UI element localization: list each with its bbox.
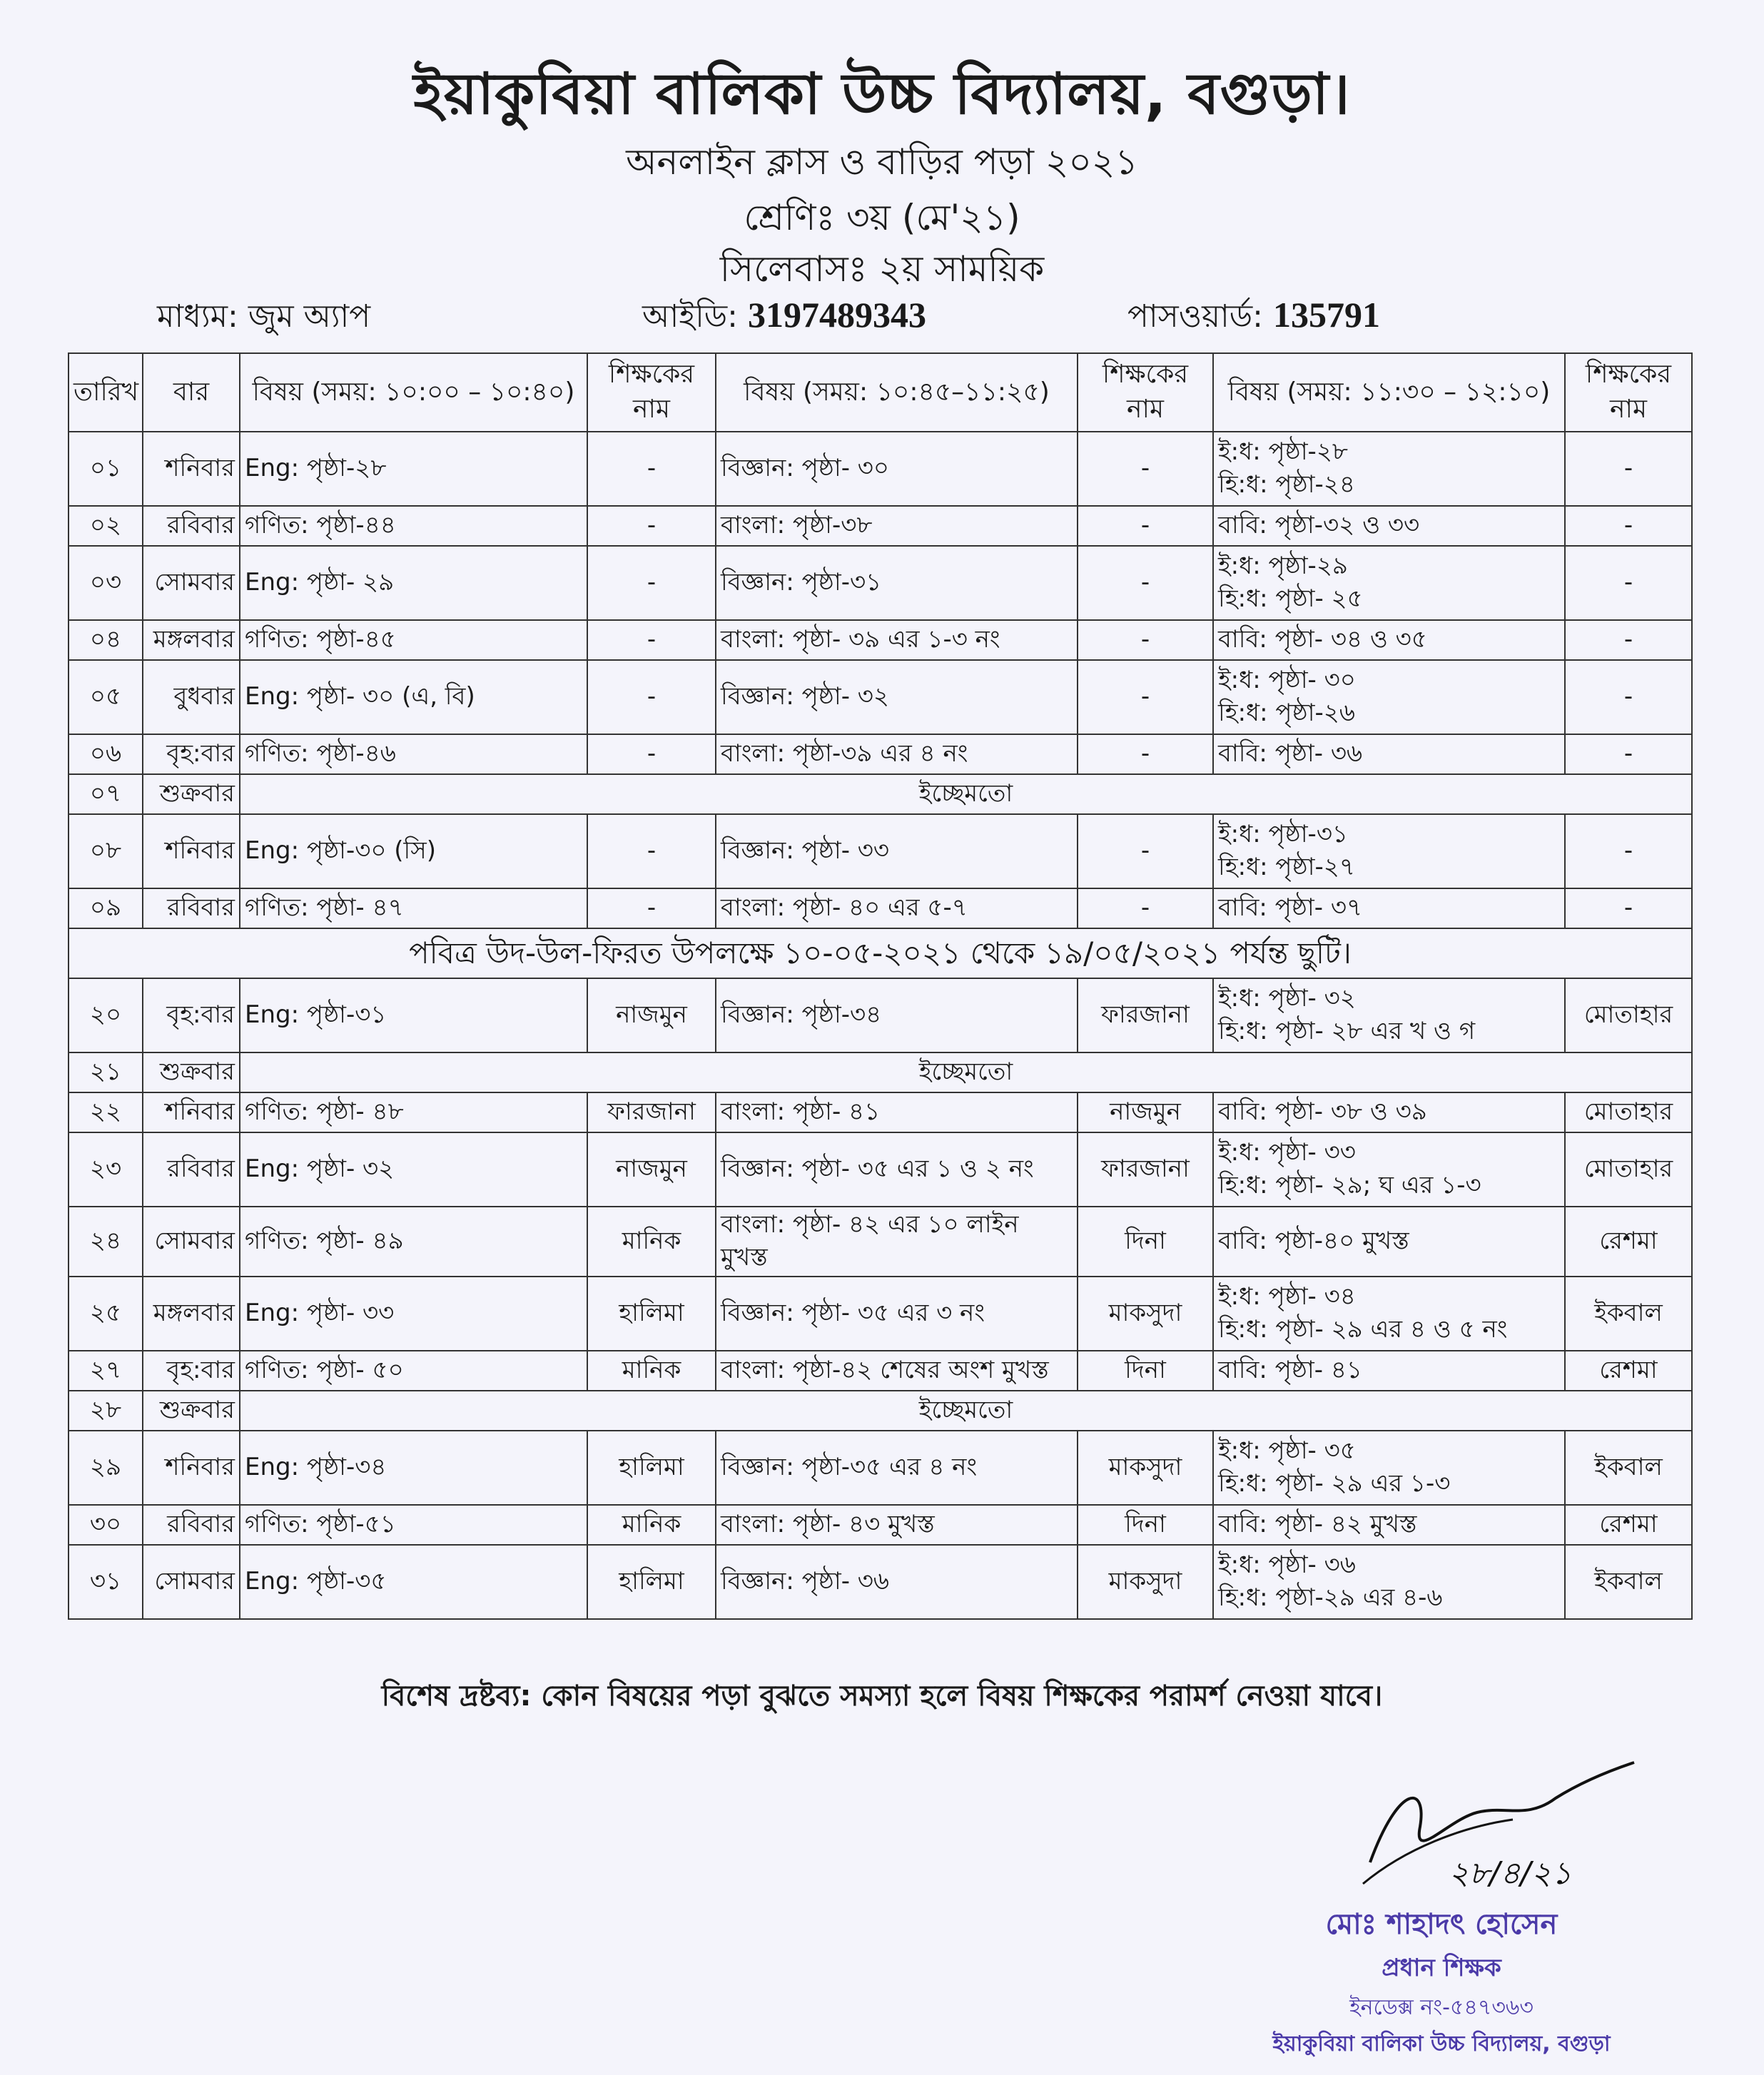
cell-subject-1: গণিত: পৃষ্ঠা- ৫০ xyxy=(240,1351,587,1391)
cell-teacher-2: - xyxy=(1078,506,1213,546)
cell-free-day: ইচ্ছেমতো xyxy=(240,1052,1692,1092)
subject-3-line-2: হি:ধ: পৃষ্ঠা-২৬ xyxy=(1218,699,1355,727)
cell-day: সোমবার xyxy=(143,1207,240,1277)
cell-subject-2: বিজ্ঞান: পৃষ্ঠা-৩১ xyxy=(716,546,1078,620)
subject-3-line-1: বাবি: পৃষ্ঠা- ৩৭ xyxy=(1218,893,1363,923)
stamp-index: ইনডেক্স নং-৫৪৭৩৬৩ xyxy=(1349,1995,1534,2020)
cell-subject-1: Eng: পৃষ্ঠা-৩৫ xyxy=(240,1545,587,1619)
cell-subject-2: বিজ্ঞান: পৃষ্ঠা- ৩৫ এর ১ ও ২ নং xyxy=(716,1132,1078,1207)
cell-teacher-1: মানিক xyxy=(587,1351,716,1391)
cell-subject-1: Eng: পৃষ্ঠা- ২৯ xyxy=(240,546,587,620)
subject-3-line-1: ই:ধ: পৃষ্ঠা- ৩৩ xyxy=(1218,1138,1356,1167)
cell-teacher-1: মানিক xyxy=(587,1505,716,1545)
cell-date: ২২ xyxy=(69,1092,143,1132)
cell-date: ০৫ xyxy=(69,660,143,734)
subject-3-line-2: হি:ধ: পৃষ্ঠা- ২৯ এর ১-৩ xyxy=(1218,1468,1451,1498)
class-line: শ্রেণিঃ ৩য় (মে'২১) xyxy=(744,197,1020,238)
cell-subject-1: Eng: পৃষ্ঠা-৩৪ xyxy=(240,1431,587,1505)
table-row xyxy=(69,928,1692,978)
cell-day: শনিবার xyxy=(143,814,240,888)
cell-teacher-2: দিনা xyxy=(1078,1351,1213,1391)
cell-teacher-1: হালিমা xyxy=(587,1545,716,1619)
cell-teacher-3: - xyxy=(1565,546,1692,620)
cell-teacher-3: মোতাহার xyxy=(1565,1132,1692,1207)
cell-teacher-3: - xyxy=(1565,814,1692,888)
cell-subject-3 xyxy=(1213,1505,1565,1545)
cell-day: শনিবার xyxy=(143,1431,240,1505)
cell-subject-3 xyxy=(1213,1431,1565,1505)
cell-teacher-1: - xyxy=(587,506,716,546)
table-row xyxy=(69,814,1692,888)
cell-date: ২৩ xyxy=(69,1132,143,1207)
cell-teacher-1: - xyxy=(587,620,716,660)
header-subject-1: বিষয় (সময়: ১০:০০ – ১০:৪০) xyxy=(240,353,587,432)
table-row xyxy=(69,1351,1692,1391)
cell-subject-1: Eng: পৃষ্ঠা-৩০ (সি) xyxy=(240,814,587,888)
cell-teacher-2: মাকসুদা xyxy=(1078,1277,1213,1351)
cell-date: ০৮ xyxy=(69,814,143,888)
cell-teacher-2: - xyxy=(1078,660,1213,734)
cell-date: ২৭ xyxy=(69,1351,143,1391)
cell-free-day: ইচ্ছেমতো xyxy=(240,1391,1692,1431)
cell-teacher-3: রেশমা xyxy=(1565,1505,1692,1545)
cell-teacher-3: - xyxy=(1565,888,1692,928)
cell-subject-3 xyxy=(1213,1092,1565,1132)
cell-day: বৃহ:বার xyxy=(143,978,240,1052)
subtitle: অনলাইন ক্লাস ও বাড়ির পড়া ২০২১ xyxy=(626,141,1138,183)
cell-date: ৩১ xyxy=(69,1545,143,1619)
cell-subject-2: বাংলা: পৃষ্ঠা- ৪০ এর ৫-৭ xyxy=(716,888,1078,928)
subject-3-line-2: হি:ধ: পৃষ্ঠা-২৭ xyxy=(1218,853,1355,881)
meeting-id-value: 3197489343 xyxy=(748,295,927,335)
cell-teacher-2: - xyxy=(1078,734,1213,774)
subject-3-line-1: ই:ধ: পৃষ্ঠা-২৯ xyxy=(1218,552,1348,581)
subject-3-line-1: বাবি: পৃষ্ঠা-৪০ মুখস্ত xyxy=(1218,1226,1409,1255)
cell-subject-3 xyxy=(1213,1277,1565,1351)
cell-subject-3 xyxy=(1213,978,1565,1052)
cell-teacher-3: ইকবাল xyxy=(1565,1277,1692,1351)
subject-3-line-1: ই:ধ: পৃষ্ঠা- ৩৪ xyxy=(1218,1282,1356,1311)
cell-date: ০৪ xyxy=(69,620,143,660)
table-row xyxy=(69,1545,1692,1619)
cell-day: সোমবার xyxy=(143,1545,240,1619)
subject-3-line-1: বাবি: পৃষ্ঠা- ৩৪ ও ৩৫ xyxy=(1218,625,1427,654)
cell-teacher-1: - xyxy=(587,432,716,506)
subject-3-line-1: বাবি: পৃষ্ঠা- ৩৮ ও ৩৯ xyxy=(1218,1097,1427,1127)
cell-subject-3 xyxy=(1213,660,1565,734)
cell-subject-2: বাংলা: পৃষ্ঠা-৩৯ এর ৪ নং xyxy=(716,734,1078,774)
password-value: 135791 xyxy=(1272,295,1380,335)
special-note: বিশেষ দ্রষ্টব্য: কোন বিষয়ের পড়া বুঝতে সমস্যা হলে বিষয় শিক্ষকের পরামর্শ নেওয়া যাবে। xyxy=(381,1680,1383,1713)
cell-date: ২০ xyxy=(69,978,143,1052)
table-row xyxy=(69,1277,1692,1351)
cell-date: ২১ xyxy=(69,1052,143,1092)
meeting-id-label: আইডি: xyxy=(642,298,739,335)
cell-subject-1: গণিত: পৃষ্ঠা- ৪৮ xyxy=(240,1092,587,1132)
cell-teacher-3: ইকবাল xyxy=(1565,1545,1692,1619)
cell-teacher-3: - xyxy=(1565,506,1692,546)
subject-3-line-1: বাবি: পৃষ্ঠা- ৪২ মুখস্ত xyxy=(1218,1509,1417,1538)
cell-subject-1: Eng: পৃষ্ঠা-২৮ xyxy=(240,432,587,506)
table-body xyxy=(69,432,1692,1619)
cell-subject-3 xyxy=(1213,814,1565,888)
cell-teacher-3: মোতাহার xyxy=(1565,978,1692,1052)
cell-teacher-2: নাজমুন xyxy=(1078,1092,1213,1132)
cell-day: শনিবার xyxy=(143,432,240,506)
cell-teacher-1: নাজমুন xyxy=(587,1132,716,1207)
cell-subject-3 xyxy=(1213,1207,1565,1277)
cell-subject-2: বাংলা: পৃষ্ঠা-৪২ শেষের অংশ মুখস্ত xyxy=(716,1351,1078,1391)
cell-teacher-2: - xyxy=(1078,888,1213,928)
subject-3-line-1: ই:ধ: পৃষ্ঠা-২৮ xyxy=(1218,437,1348,467)
subject-3-line-1: ই:ধ: পৃষ্ঠা- ৩০ xyxy=(1218,666,1356,695)
cell-teacher-1: নাজমুন xyxy=(587,978,716,1052)
cell-subject-1: Eng: পৃষ্ঠা- ৩২ xyxy=(240,1132,587,1207)
table-row xyxy=(69,432,1692,506)
cell-subject-3 xyxy=(1213,506,1565,546)
cell-teacher-3: রেশমা xyxy=(1565,1351,1692,1391)
cell-subject-2: বাংলা: পৃষ্ঠা-৩৮ xyxy=(716,506,1078,546)
cell-teacher-3: মোতাহার xyxy=(1565,1092,1692,1132)
subject-3-line-1: ই:ধ: পৃষ্ঠা- ৩৫ xyxy=(1218,1436,1356,1465)
cell-subject-2: বিজ্ঞান: পৃষ্ঠা- ৩২ xyxy=(716,660,1078,734)
cell-day: শনিবার xyxy=(143,1092,240,1132)
cell-teacher-1: - xyxy=(587,660,716,734)
header-teacher-1: শিক্ষকের নাম xyxy=(587,353,716,432)
table-row xyxy=(69,1505,1692,1545)
stamp-name: মোঃ শাহাদৎ হোসেন xyxy=(1325,1908,1558,1941)
cell-teacher-2: - xyxy=(1078,814,1213,888)
cell-subject-2: বিজ্ঞান: পৃষ্ঠা- ৩০ xyxy=(716,432,1078,506)
cell-subject-3 xyxy=(1213,734,1565,774)
cell-date: ২৪ xyxy=(69,1207,143,1277)
meeting-password xyxy=(1127,293,1380,345)
cell-subject-1: গণিত: পৃষ্ঠা- ৪৯ xyxy=(240,1207,587,1277)
cell-day: রবিবার xyxy=(143,1505,240,1545)
cell-subject-3 xyxy=(1213,432,1565,506)
holiday-notice: পবিত্র উদ-উল-ফিরত উপলক্ষে ১০-০৫-২০২১ থেকে ১৯/০৫/২০২১ পর্যন্ত ছুটি। xyxy=(69,928,1692,978)
cell-teacher-2: ফারজানা xyxy=(1078,978,1213,1052)
cell-date: ০৭ xyxy=(69,774,143,814)
cell-day: বৃহ:বার xyxy=(143,734,240,774)
cell-day: বৃহ:বার xyxy=(143,1351,240,1391)
subject-3-line-2: হি:ধ: পৃষ্ঠা- ২৯; ঘ এর ১-৩ xyxy=(1218,1171,1481,1199)
cell-free-day: ইচ্ছেমতো xyxy=(240,774,1692,814)
cell-date: ০৬ xyxy=(69,734,143,774)
header-day: বার xyxy=(143,353,240,432)
cell-day: রবিবার xyxy=(143,1132,240,1207)
password-label: পাসওয়ার্ড: xyxy=(1127,298,1263,335)
subject-3-line-1: বাবি: পৃষ্ঠা- ৪১ xyxy=(1218,1355,1362,1384)
table-row xyxy=(69,1052,1692,1092)
table-row xyxy=(69,1391,1692,1431)
cell-teacher-2: - xyxy=(1078,432,1213,506)
subject-3-line-2: হি:ধ: পৃষ্ঠা- ২৫ xyxy=(1218,584,1363,613)
cell-day: রবিবার xyxy=(143,888,240,928)
header-subject-2: বিষয় (সময়: ১০:৪৫–১১:২৫) xyxy=(716,353,1078,432)
cell-teacher-2: - xyxy=(1078,546,1213,620)
cell-subject-2: বাংলা: পৃষ্ঠা- ৩৯ এর ১-৩ নং xyxy=(716,620,1078,660)
table-row xyxy=(69,506,1692,546)
cell-day: বুধবার xyxy=(143,660,240,734)
cell-date: ০২ xyxy=(69,506,143,546)
cell-subject-3 xyxy=(1213,1351,1565,1391)
cell-subject-3 xyxy=(1213,1545,1565,1619)
table-row xyxy=(69,620,1692,660)
cell-subject-3 xyxy=(1213,888,1565,928)
cell-teacher-1: ফারজানা xyxy=(587,1092,716,1132)
stamp-designation: প্রধান শিক্ষক xyxy=(1382,1954,1501,1982)
cell-subject-1: Eng: পৃষ্ঠা- ৩০ (এ, বি) xyxy=(240,660,587,734)
cell-teacher-1: - xyxy=(587,546,716,620)
cell-teacher-3: - xyxy=(1565,660,1692,734)
subject-3-line-1: বাবি: পৃষ্ঠা-৩২ ও ৩৩ xyxy=(1218,511,1420,540)
table-row xyxy=(69,774,1692,814)
cell-day: মঙ্গলবার xyxy=(143,1277,240,1351)
subject-3-line-2: হি:ধ: পৃষ্ঠা- ২৯ এর ৪ ও ৫ নং xyxy=(1218,1314,1508,1344)
cell-subject-2: বিজ্ঞান: পৃষ্ঠা- ৩৫ এর ৩ নং xyxy=(716,1277,1078,1351)
cell-teacher-2: - xyxy=(1078,620,1213,660)
subject-3-line-2: হি:ধ: পৃষ্ঠা- ২৮ এর খ ও গ xyxy=(1218,1017,1476,1045)
cell-subject-1: Eng: পৃষ্ঠা-৩১ xyxy=(240,978,587,1052)
cell-teacher-1: মানিক xyxy=(587,1207,716,1277)
cell-teacher-2: দিনা xyxy=(1078,1207,1213,1277)
stamp-school: ইয়াকুবিয়া বালিকা উচ্চ বিদ্যালয়, বগুড়া xyxy=(1272,2031,1611,2056)
table-row xyxy=(69,1207,1692,1277)
cell-teacher-3: - xyxy=(1565,620,1692,660)
cell-subject-1: গণিত: পৃষ্ঠা-৪৪ xyxy=(240,506,587,546)
header-teacher-2: শিক্ষকের নাম xyxy=(1078,353,1213,432)
cell-subject-2: বিজ্ঞান: পৃষ্ঠা-৩৫ এর ৪ নং xyxy=(716,1431,1078,1505)
header-subject-3: বিষয় (সময়: ১১:৩০ – ১২:১০) xyxy=(1213,353,1565,432)
headmaster-signature xyxy=(1342,1741,1641,1912)
cell-date: ৩০ xyxy=(69,1505,143,1545)
table-row xyxy=(69,1092,1692,1132)
medium-label: মাধ্যম: জুম অ্যাপ xyxy=(157,298,371,335)
cell-subject-2: বাংলা: পৃষ্ঠা- ৪১ xyxy=(716,1092,1078,1132)
cell-subject-1: গণিত: পৃষ্ঠা- ৪৭ xyxy=(240,888,587,928)
cell-teacher-3: ইকবাল xyxy=(1565,1431,1692,1505)
cell-date: ০১ xyxy=(69,432,143,506)
signature-date: ২৮/৪/২১ xyxy=(1449,1855,1572,1892)
cell-day: সোমবার xyxy=(143,546,240,620)
cell-subject-2: বিজ্ঞান: পৃষ্ঠা- ৩৬ xyxy=(716,1545,1078,1619)
cell-teacher-1: - xyxy=(587,888,716,928)
subject-3-line-2: হি:ধ: পৃষ্ঠা-২৪ xyxy=(1218,470,1355,499)
meeting-id xyxy=(642,293,926,345)
table-row xyxy=(69,660,1692,734)
table-row xyxy=(69,888,1692,928)
routine-table xyxy=(68,352,1693,1620)
cell-teacher-1: - xyxy=(587,734,716,774)
cell-subject-2: বাংলা: পৃষ্ঠা- ৪৩ মুখস্ত xyxy=(716,1505,1078,1545)
cell-teacher-2: মাকসুদা xyxy=(1078,1545,1213,1619)
subject-3-line-2: হি:ধ: পৃষ্ঠা-২৯ এর ৪-৬ xyxy=(1218,1583,1443,1612)
subject-3-line-1: বাবি: পৃষ্ঠা- ৩৬ xyxy=(1218,739,1363,768)
table-header-row xyxy=(69,353,1692,432)
cell-subject-2: বিজ্ঞান: পৃষ্ঠা- ৩৩ xyxy=(716,814,1078,888)
cell-day: শুক্রবার xyxy=(143,774,240,814)
cell-teacher-1: হালিমা xyxy=(587,1277,716,1351)
cell-subject-1: Eng: পৃষ্ঠা- ৩৩ xyxy=(240,1277,587,1351)
cell-subject-1: গণিত: পৃষ্ঠা-৪৫ xyxy=(240,620,587,660)
table-row xyxy=(69,1132,1692,1207)
page-title: ইয়াকুবিয়া বালিকা উচ্চ বিদ্যালয়, বগুড়া। xyxy=(413,61,1351,127)
cell-date: ২৯ xyxy=(69,1431,143,1505)
header-date: তারিখ xyxy=(69,353,143,432)
cell-day: রবিবার xyxy=(143,506,240,546)
cell-subject-1: গণিত: পৃষ্ঠা-৪৬ xyxy=(240,734,587,774)
cell-subject-1: গণিত: পৃষ্ঠা-৫১ xyxy=(240,1505,587,1545)
table-row xyxy=(69,734,1692,774)
cell-teacher-1: - xyxy=(587,814,716,888)
table-row xyxy=(69,978,1692,1052)
cell-subject-2: বাংলা: পৃষ্ঠা- ৪২ এর ১০ লাইন মুখস্ত xyxy=(716,1207,1078,1277)
cell-date: ০৯ xyxy=(69,888,143,928)
subject-3-line-1: ই:ধ: পৃষ্ঠা-৩১ xyxy=(1218,820,1348,849)
cell-teacher-2: দিনা xyxy=(1078,1505,1213,1545)
table-row xyxy=(69,1431,1692,1505)
cell-date: ২৫ xyxy=(69,1277,143,1351)
cell-teacher-2: মাকসুদা xyxy=(1078,1431,1213,1505)
cell-day: শুক্রবার xyxy=(143,1052,240,1092)
cell-teacher-3: - xyxy=(1565,734,1692,774)
cell-date: ০৩ xyxy=(69,546,143,620)
subject-3-line-1: ই:ধ: পৃষ্ঠা- ৩৬ xyxy=(1218,1550,1356,1579)
cell-subject-3 xyxy=(1213,620,1565,660)
headmaster-stamp xyxy=(1242,1902,1641,2063)
subject-3-line-1: ই:ধ: পৃষ্ঠা- ৩২ xyxy=(1218,984,1356,1013)
cell-teacher-3: রেশমা xyxy=(1565,1207,1692,1277)
header-teacher-3: শিক্ষকের নাম xyxy=(1565,353,1692,432)
cell-day: মঙ্গলবার xyxy=(143,620,240,660)
cell-teacher-2: ফারজানা xyxy=(1078,1132,1213,1207)
cell-day: শুক্রবার xyxy=(143,1391,240,1431)
cell-teacher-1: হালিমা xyxy=(587,1431,716,1505)
syllabus-line: সিলেবাসঃ ২য় সাময়িক xyxy=(719,248,1045,290)
table-row xyxy=(69,546,1692,620)
cell-subject-2: বিজ্ঞান: পৃষ্ঠা-৩৪ xyxy=(716,978,1078,1052)
cell-subject-3 xyxy=(1213,1132,1565,1207)
cell-subject-3 xyxy=(1213,546,1565,620)
cell-date: ২৮ xyxy=(69,1391,143,1431)
cell-teacher-3: - xyxy=(1565,432,1692,506)
